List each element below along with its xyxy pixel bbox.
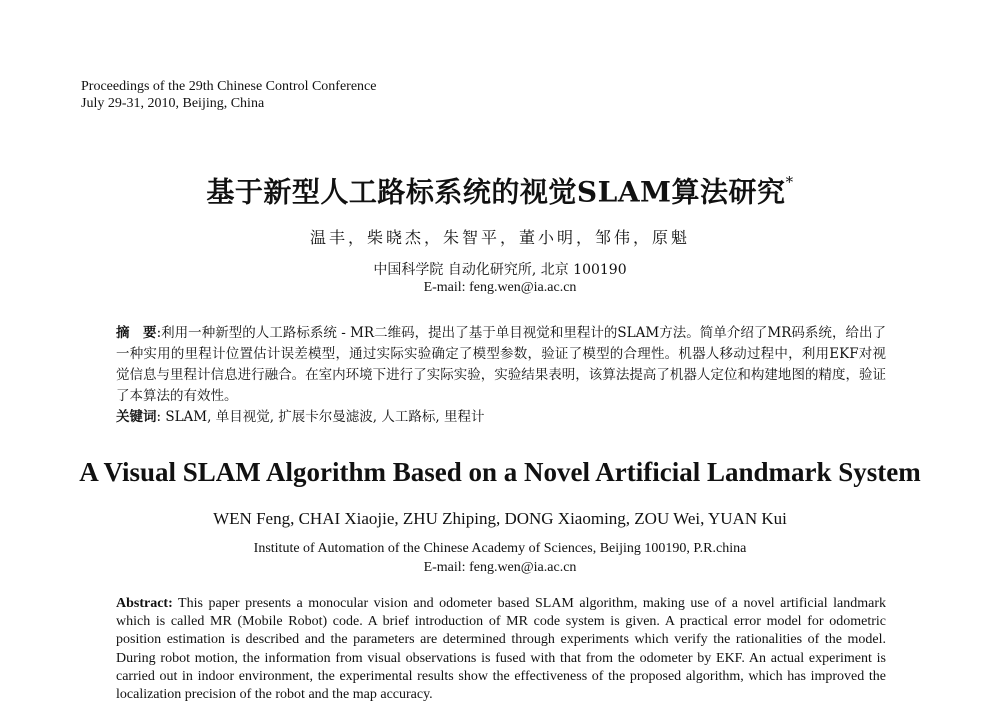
chinese-authors: 温丰，柴晓杰，朱智平，董小明，邹伟，原魁 xyxy=(309,228,690,247)
chinese-abstract xyxy=(116,323,886,407)
title-footnote-mark: * xyxy=(785,173,794,191)
chinese-abstract-text: :利用一种新型的人工路标系统 - MR二维码，提出了基于单目视觉和里程计的SLAM方法。简单介绍了MR码系统，给出了一种实用的里程计位置估计误差模型，通过实际实验确定了模型参数，验证了模型的合理性。机器人移动过程中，利用EKF对视觉信息与里程计信息进行融合。在室内环境下进行了实际实验，实验结果表明，该算法提高了机器人定位和构建地图的精度，验证了本算法的有效性。 xyxy=(116,325,887,404)
english-abstract-label: Abstract: xyxy=(116,596,173,611)
english-abstract xyxy=(116,595,886,704)
english-abstract-text: This paper presents a monocular vision and odometer based SLAM algorithm, making use of a novel artificial landmark which is called MR (Mobile Robot) code. A brief introduction of MR code system is given. A practical error model for odometric position estimation is described and the parameters are determined through experiments which verify the rationalities of the model. During robot motion, the information from visual observations is fused with that from the odometer by EKF. An actual experiment is carried out in indoor environment, the experimental results show the effectiveness of the proposed algorithm, which has improved the localization precision of the robot and the map accuracy. xyxy=(116,596,886,703)
english-title: A Visual SLAM Algorithm Based on a Novel Artificial Landmark System xyxy=(79,457,921,487)
english-email: E-mail: feng.wen@ia.ac.cn xyxy=(423,560,577,575)
chinese-keywords xyxy=(116,407,886,428)
chinese-title xyxy=(0,168,1000,210)
conference-date-line: July 29-31, 2010, Beijing, China xyxy=(81,96,265,111)
chinese-title-text: 基于新型人工路标系统的视觉SLAM算法研究 xyxy=(206,175,786,209)
chinese-keywords-text: : SLAM, 单目视觉, 扩展卡尔曼滤波, 人工路标, 里程计 xyxy=(156,409,485,425)
proceedings-line: Proceedings of the 29th Chinese Control Conference xyxy=(81,79,377,94)
proceedings-header xyxy=(81,78,376,112)
chinese-email: E-mail: feng.wen@ia.ac.cn xyxy=(423,280,577,295)
chinese-abstract-label: 摘 要 xyxy=(116,325,157,341)
chinese-affiliation: 中国科学院 自动化研究所, 北京 100190 xyxy=(373,262,627,278)
english-affiliation: Institute of Automation of the Chinese Academy of Sciences, Beijing 100190, P.R.china xyxy=(253,541,747,556)
english-authors: WEN Feng, CHAI Xiaojie, ZHU Zhiping, DONG Xiaoming, ZOU Wei, YUAN Kui xyxy=(213,509,787,528)
chinese-keywords-label: 关键词 xyxy=(116,409,157,425)
